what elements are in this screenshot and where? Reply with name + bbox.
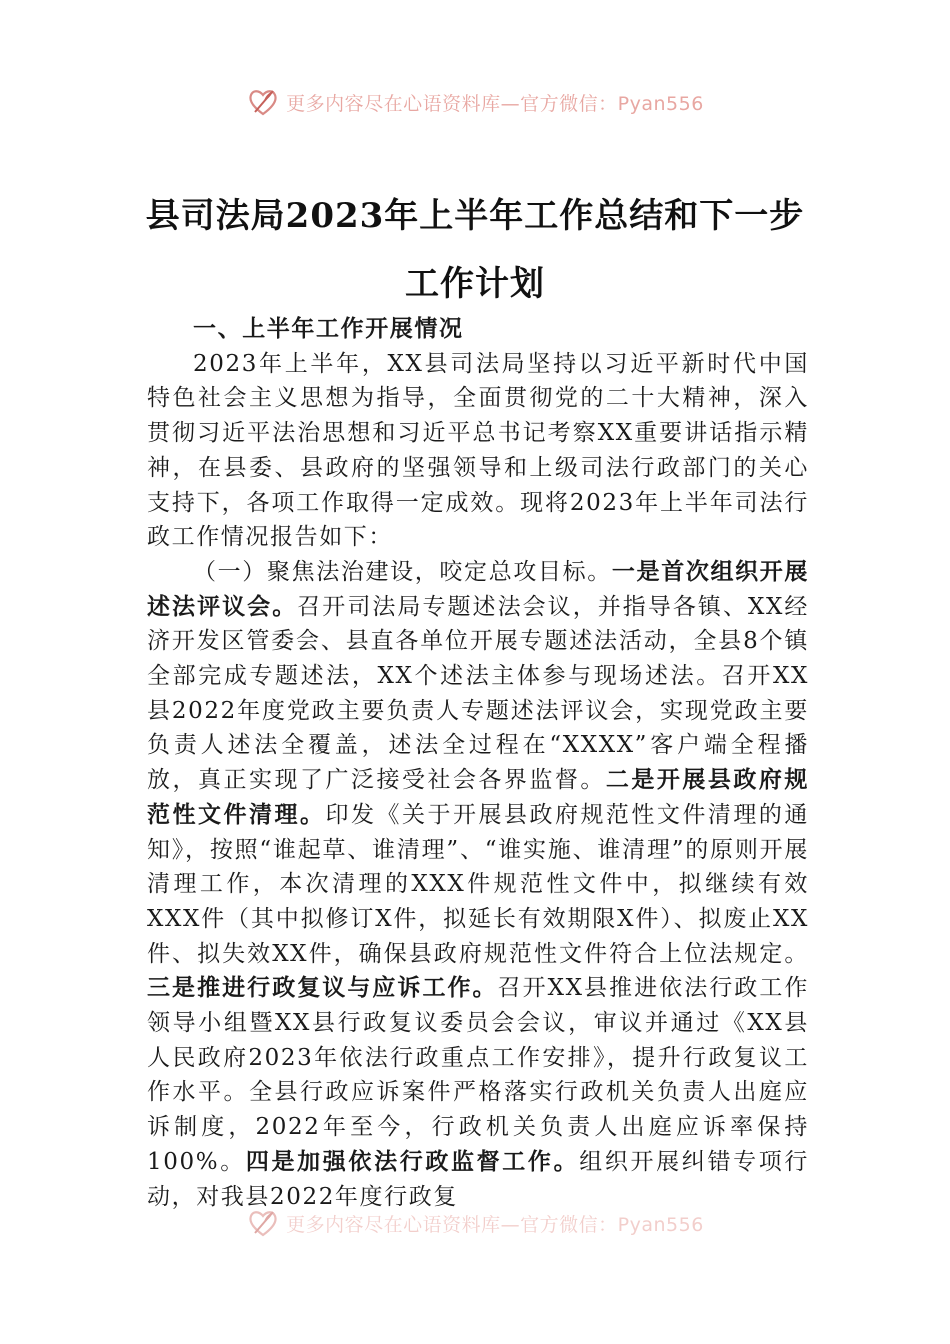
- subsection-paragraph: [147, 555, 809, 1214]
- document-title-line1: 县司法局2023年上半年工作总结和下一步: [145, 196, 805, 236]
- watermark-footer: [0, 1203, 950, 1243]
- quill-heart-logo-icon: [246, 85, 280, 119]
- key-point-title: 三是推进行政复议与应诉工作。: [147, 975, 498, 1002]
- watermark-text: 更多内容尽在心语资料库—官方微信：Pyan556: [286, 92, 704, 115]
- key-point-title: 二是开展县政府规范性文件清理。: [147, 767, 809, 828]
- document-body: [147, 312, 809, 1214]
- key-point-title: 四是加强依法行政监督工作。: [245, 1148, 580, 1175]
- key-point-title: 一是首次组织开展述法评议会。: [147, 558, 809, 620]
- key-point-text: 印发《关于开展县政府规范性文件清理的通知》，按照“谁起草、谁清理”、“谁实施、谁清理”的原则开展清理工作，本次清理的XXX件规范性文件中，拟继续有效XXX件（其中拟修订X件，拟延长有效期限X件）、拟废止XX件、拟失效XX件，确保县政府规范性文件符合上位法规定。: [147, 801, 810, 967]
- document-title-line2: 工作计划: [405, 264, 545, 304]
- watermark-text: 更多内容尽在心语资料库—官方微信：Pyan556: [286, 1213, 704, 1236]
- key-point-text: 组织开展纠错专项行动，对我县2022年度行政复: [147, 1148, 809, 1210]
- section-heading: 一、上半年工作开展情况: [193, 316, 464, 342]
- key-point-text: 召开XX县推进依法行政工作领导小组暨XX县行政复议委员会会议，审议并通过《XX县人民政府2023年依法行政重点工作安排》，提升行政复议工作水平。全县行政应诉案件严格落实行政机关负责人出庭应诉制度，2022年至今，行政机关负责人出庭应诉率保持100%。: [147, 975, 809, 1175]
- key-point-text: 召开司法局专题述法会议，并指导各镇、XX经济开发区管委会、县直各单位开展专题述法活动，全县8个镇全部完成专题述法，XX个述法主体参与现场述法。召开XX县2022年度党政主要负责人专题述法评议会，实现党政主要负责人述法全覆盖，述法全过程在“XXXX”客户端全程播放，真正实现了广泛接受社会各界监督。: [147, 593, 809, 794]
- quill-heart-logo-icon: [246, 1206, 280, 1240]
- subsection-lead: （一）聚焦法治建设，咬定总攻目标。: [193, 558, 612, 585]
- intro-paragraph: 2023年上半年，XX县司法局坚持以习近平新时代中国特色社会主义思想为指导，全面贯彻党的二十大精神，深入贯彻习近平法治思想和习近平总书记考察XX重要讲话指示精神，在县委、县政府的坚强领导和上级司法行政部门的关心支持下，各项工作取得一定成效。现将2023年上半年司法行政工作情况报告如下：: [147, 350, 809, 551]
- watermark-header: [0, 82, 950, 122]
